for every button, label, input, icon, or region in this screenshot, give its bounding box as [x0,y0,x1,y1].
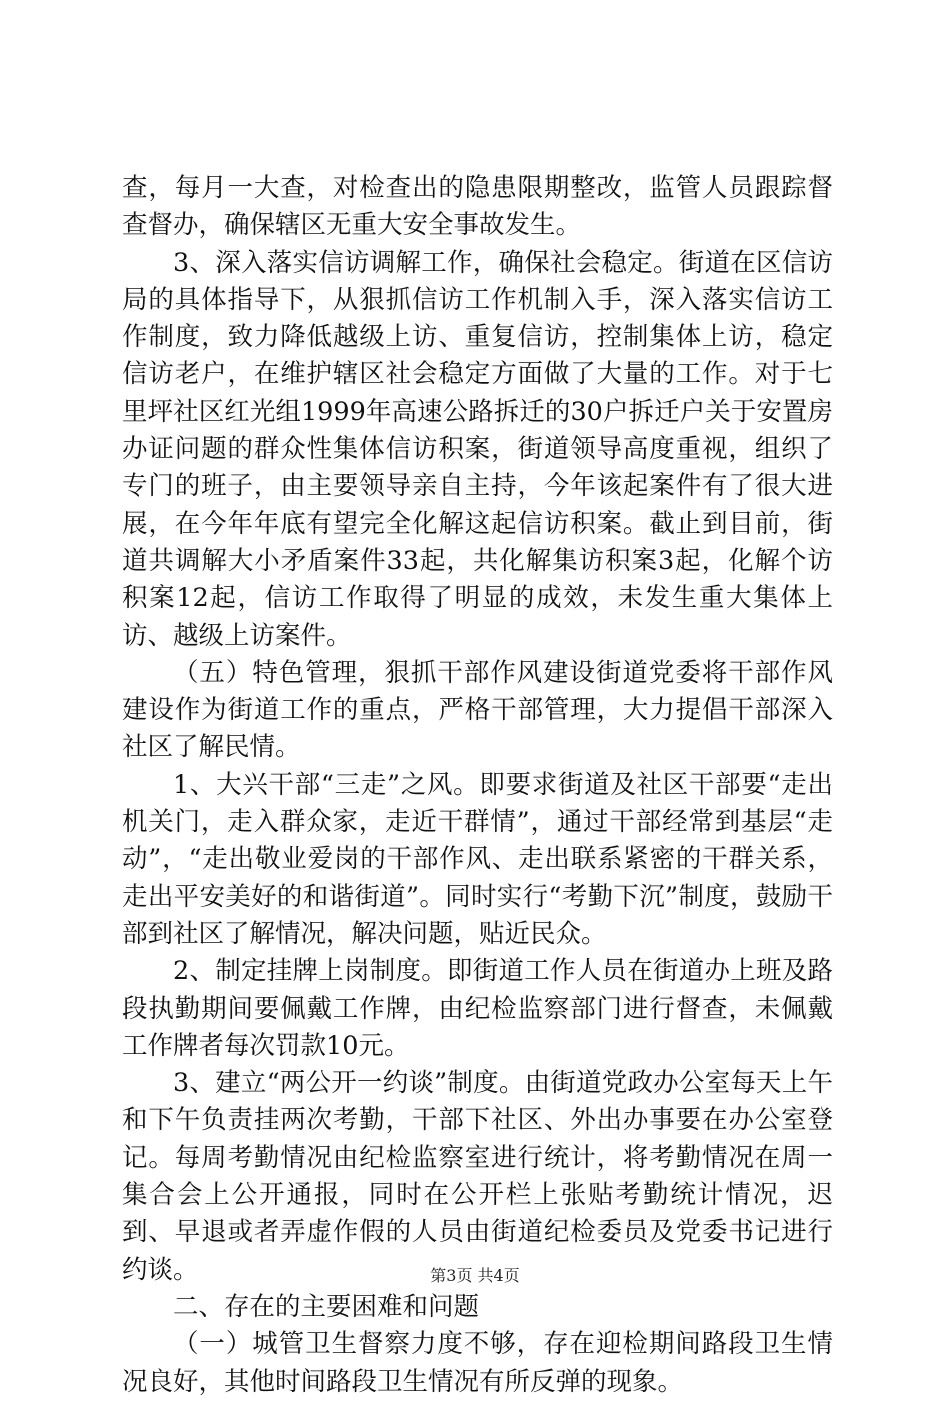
page-number-footer: 第3页 共4页 [430,1266,520,1285]
paragraph-sanitation-issue: （一）城管卫生督察力度不够，存在迎检期间路段卫生情况良好，其他时间路段卫生情况有所反弹的现象。 [122,1329,833,1397]
paragraph-badge-system: 2、制定挂牌上岗制度。即街道工作人员在街道办上班及路段执勤期间要佩戴工作牌，由纪检监察部门进行督查，未佩戴工作牌者每次罚款10元。 [122,956,833,1061]
paragraph-two-public-one-talk: 3、建立“两公开一约谈”制度。由街道党政办公室每天上午和下午负责挂两次考勤，干部下社区、外出办事要在办公室登记。每周考勤情况由纪检监察室进行统计，将考勤情况在周一集合会上公开通报，同时在公开栏上张贴考勤统计情况，迟到、早退或者弄虚作假的人员由街道纪检委员及党委书记进行约谈。 [122,1068,833,1285]
section-heading-problems: 二、存在的主要困难和问题 [173,1291,480,1322]
paragraph-continuation: 查，每月一大查，对检查出的隐患限期整改，监管人员跟踪督查督办，确保辖区无重大安全事故发生。 [122,173,833,241]
document-body [122,170,833,1401]
paragraph-special-management: （五）特色管理，狠抓干部作风建设街道党委将干部作风建设作为街道工作的重点，严格干部管理，大力提倡干部深入社区了解民情。 [122,657,833,763]
paragraph-three-walks: 1、大兴干部“三走”之风。即要求街道及社区干部要“走出机关门，走入群众家，走近干群情”，通过干部经常到基层“走动”，“走出敬业爱岗的干部作风、走出联系紧密的干群关系，走出平安美好的和谐街道”。同时实行“考勤下沉”制度，鼓励干部到社区了解情况，解决问题，贴近民众。 [122,769,833,949]
paragraph-letters-visits: 3、深入落实信访调解工作，确保社会稳定。街道在区信访局的具体指导下，从狠抓信访工作机制入手，深入落实信访工作制度，致力降低越级上访、重复信访，控制集体上访，稳定信访老户，在维护辖区社会稳定方面做了大量的工作。对于七里坪社区红光组1999年高速公路拆迁的30户拆迁户关于安置房办证问题的群众性集体信访积案，街道领导高度重视，组织了专门的班子，由主要领导亲自主持，今年该起案件有了很大进展，在今年年底有望完全化解这起信访积案。截止到目前，街道共调解大小矛盾案件33起，共化解集访积案3起，化解个访积案12起，信访工作取得了明显的成效，未发生重大集体上访、越级上访案件。 [122,247,833,651]
